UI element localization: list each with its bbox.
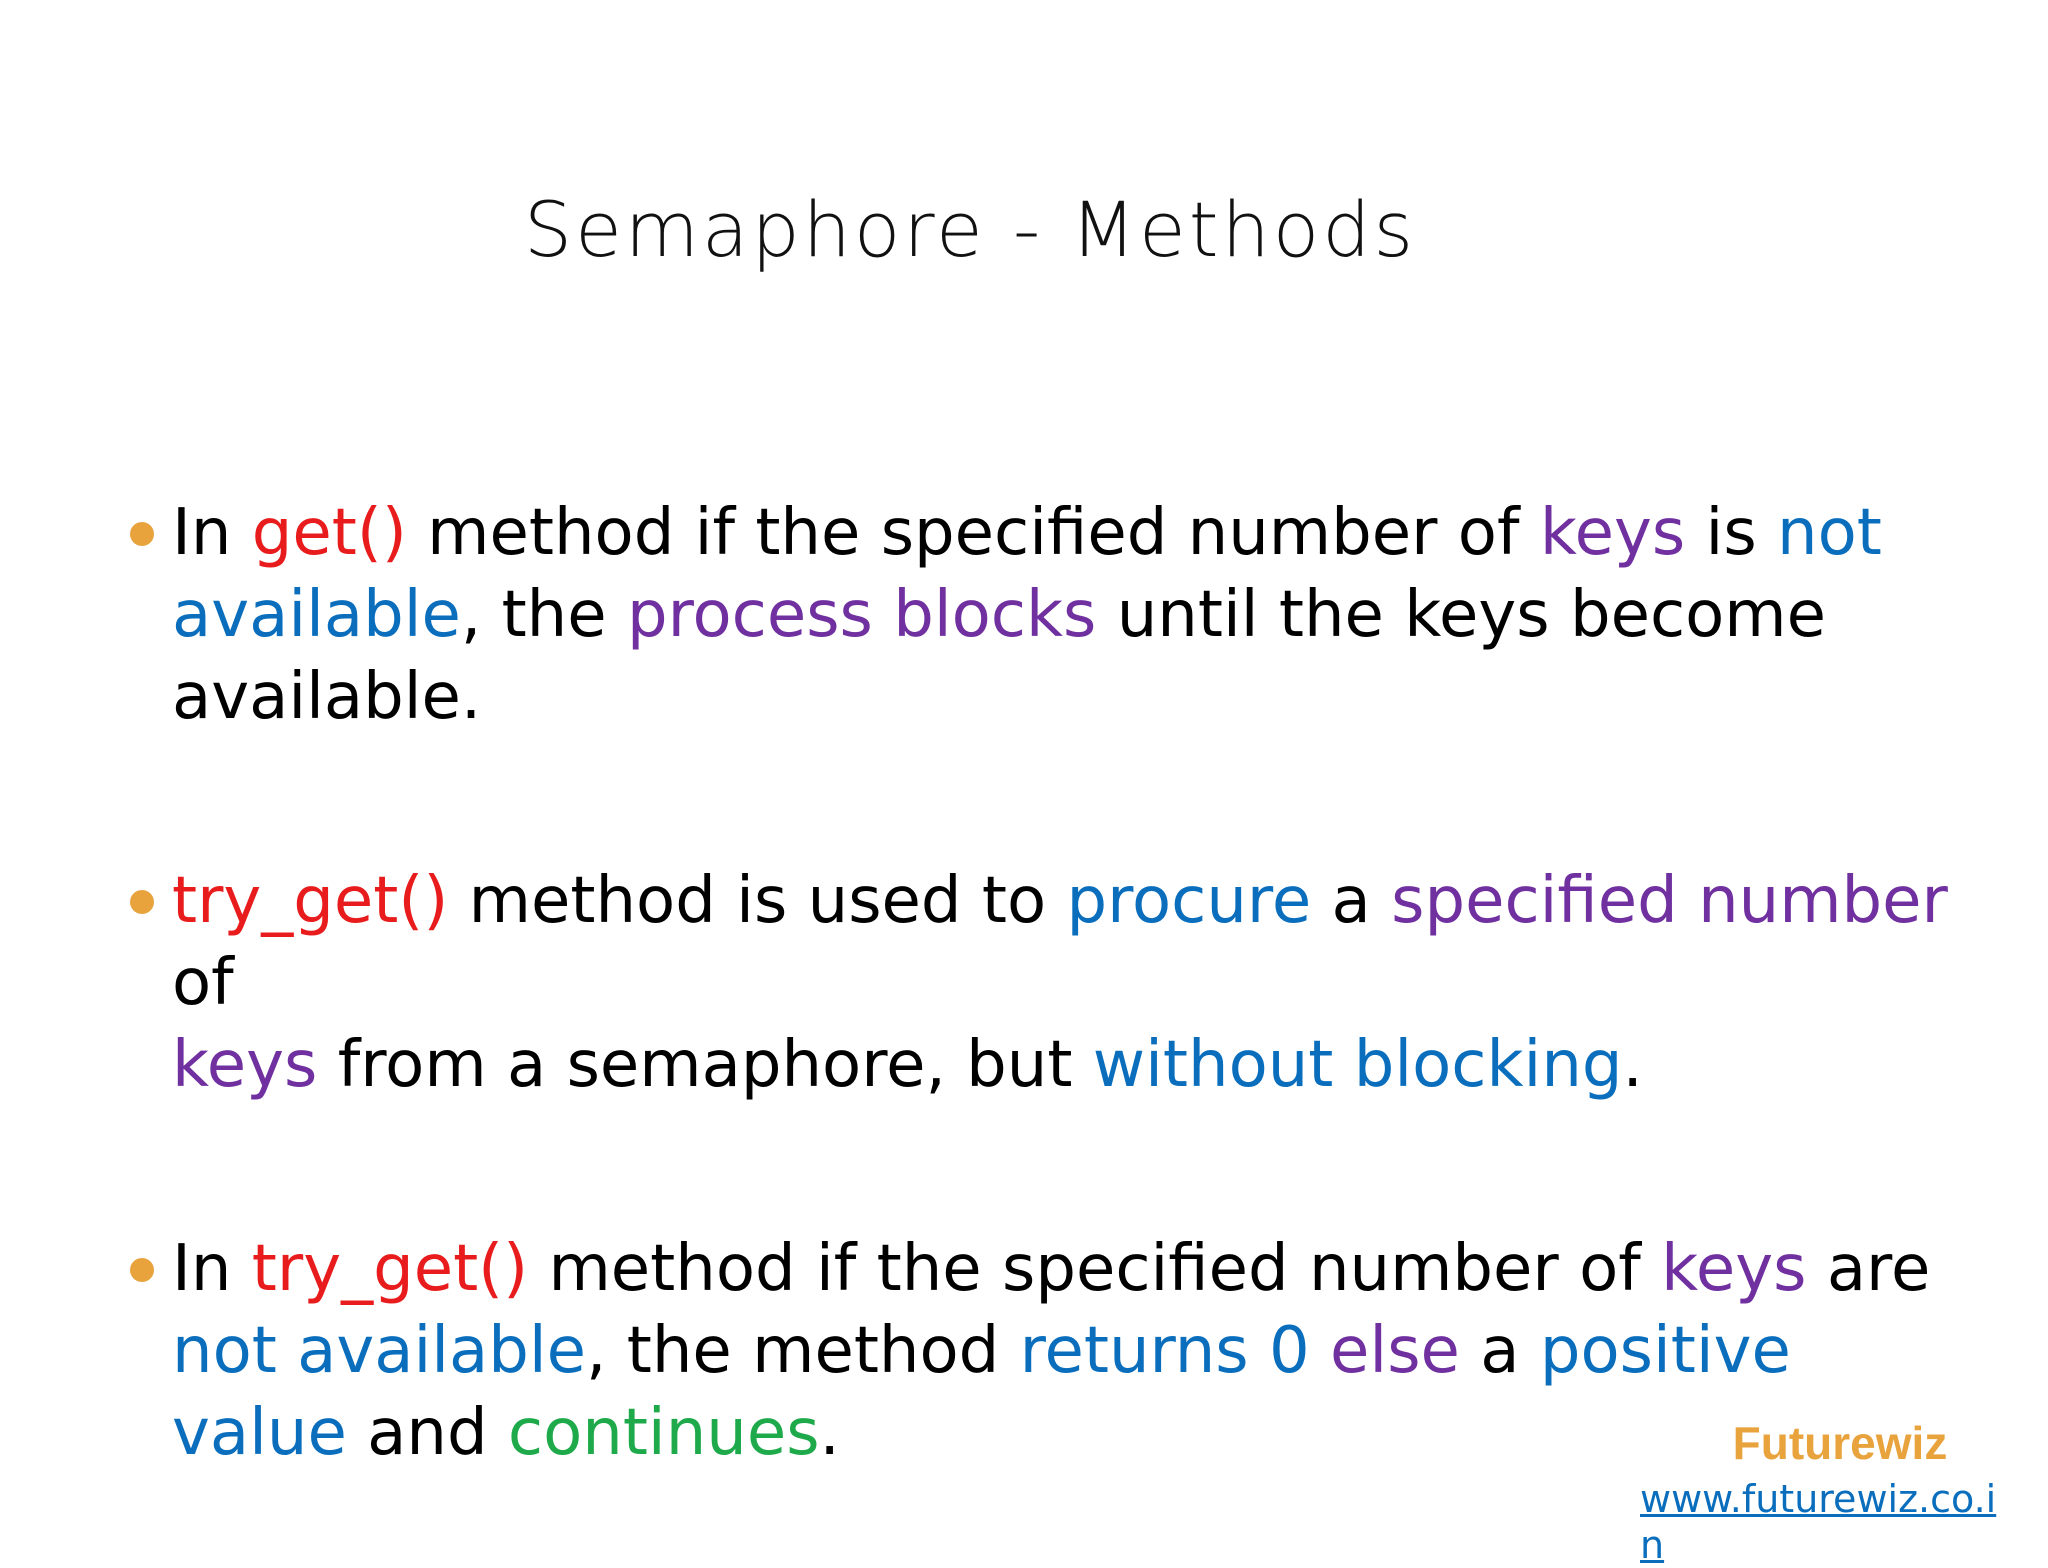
text-segment: try_get() — [172, 864, 449, 938]
text-segment: . — [819, 1396, 840, 1470]
text-segment: and — [346, 1396, 508, 1470]
slide-title: Semaphore - Methods — [523, 185, 1417, 274]
bullet-dot-icon — [130, 890, 154, 914]
text-segment: else — [1330, 1314, 1460, 1388]
brand-logo-text: Futurewiz — [1732, 1417, 1948, 1469]
text-segment: returns 0 — [1019, 1314, 1310, 1388]
text-segment: keys — [172, 1028, 318, 1102]
text-segment: , the method — [586, 1314, 1020, 1388]
bullet-text — [172, 1232, 1930, 1470]
text-segment: In — [172, 1232, 252, 1306]
text-segment: a — [1459, 1314, 1540, 1388]
text-segment: of — [172, 946, 234, 1020]
text-segment: without blocking — [1092, 1028, 1623, 1102]
text-segment: positive value — [172, 1314, 1791, 1470]
bullet-text — [172, 864, 1948, 1102]
text-segment: are — [1806, 1232, 1931, 1306]
text-segment: method is used to — [448, 864, 1067, 938]
text-segment: get() — [251, 496, 407, 570]
bullet-text — [172, 496, 1882, 734]
text-segment: process blocks — [626, 578, 1097, 652]
text-segment: until the keys become available. — [172, 578, 1826, 734]
text-segment: , the — [460, 578, 627, 652]
text-segment: is — [1685, 496, 1777, 570]
text-segment: from a semaphore, but — [317, 1028, 1093, 1102]
text-segment: procure — [1066, 864, 1312, 938]
bullet-list — [172, 492, 1972, 1474]
text-segment: keys — [1539, 496, 1686, 570]
text-segment: keys — [1661, 1232, 1807, 1306]
text-segment — [1310, 1314, 1330, 1388]
bullet-item-1 — [172, 492, 1972, 738]
bullet-dot-icon — [130, 522, 154, 546]
text-segment: not available — [172, 496, 1882, 652]
text-segment: method if the specified number of — [406, 496, 1540, 570]
text-segment: continues — [507, 1396, 820, 1470]
bullet-dot-icon — [130, 1258, 154, 1282]
text-segment: In — [172, 496, 252, 570]
website-link[interactable]: www.futurewiz.co.in — [1640, 1477, 1997, 1567]
text-segment: not available — [172, 1314, 587, 1388]
bullet-item-2 — [172, 860, 1972, 1106]
text-segment: . — [1622, 1028, 1643, 1102]
text-segment: method if the specified number of — [528, 1232, 1662, 1306]
text-segment: specified number — [1391, 864, 1948, 938]
text-segment: a — [1311, 864, 1392, 938]
text-segment: try_get() — [251, 1232, 529, 1306]
